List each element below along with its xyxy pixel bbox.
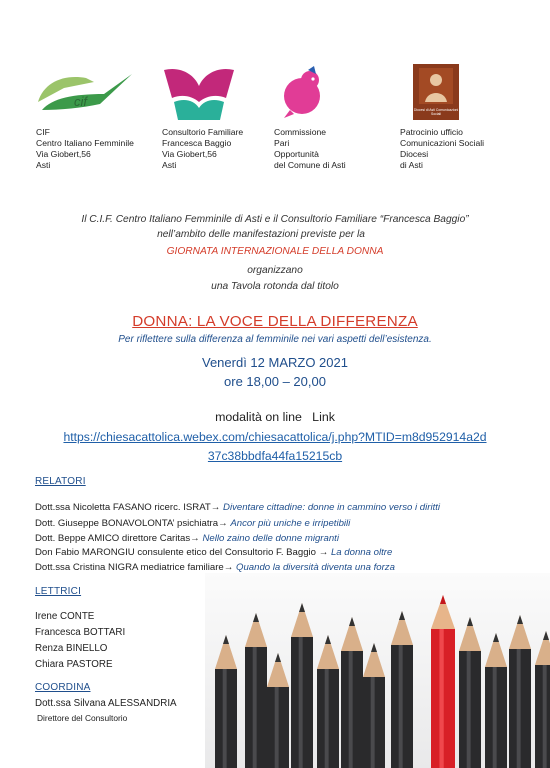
subtitle: Per riflettere sulla differenza al femminile nei vari aspetti dell’esistenza. bbox=[118, 334, 432, 345]
pencil-icon bbox=[267, 653, 289, 768]
relatori-heading: RELATORI bbox=[35, 476, 86, 487]
pencil-icon bbox=[317, 635, 339, 768]
pencil-icon bbox=[391, 611, 413, 768]
red-pencil-icon bbox=[431, 595, 455, 768]
arrow-icon: → bbox=[190, 533, 200, 544]
online-mode-label: modalità on line Link bbox=[215, 410, 335, 424]
relatore-5 bbox=[35, 562, 395, 573]
cif-logo-icon bbox=[34, 68, 134, 120]
logo-caption-cif: CIF Centro Italiano Femminile Via Giobert,56 Asti bbox=[36, 127, 134, 170]
diocese-logo-icon bbox=[413, 64, 459, 120]
coordina-name: Dott.ssa Silvana ALESSANDRIA bbox=[35, 698, 177, 709]
relatore-topic: Diventare cittadine: donne in cammino verso i diritti bbox=[223, 502, 441, 513]
relatore-topic: La donna oltre bbox=[330, 547, 393, 558]
logo-caption-diocesi: Patrocinio ufficio Comunicazioni Sociali Diocesi di Asti bbox=[400, 127, 485, 170]
event-date: Venerdì 12 MARZO 2021 bbox=[202, 355, 348, 370]
relatore-4 bbox=[35, 547, 392, 558]
lettrice-4: Chiara PASTORE bbox=[35, 659, 113, 670]
relatore-2 bbox=[35, 518, 350, 529]
intro-line-5: una Tavola rotonda dal titolo bbox=[211, 281, 339, 292]
webex-link-line-2[interactable]: 37c38bbdfa44fa15215cb bbox=[207, 449, 343, 463]
lettrice-2: Francesca BOTTARI bbox=[35, 627, 126, 638]
page-title: DONNA: LA VOCE DELLA DIFFERENZA bbox=[132, 313, 418, 330]
relatore-1 bbox=[35, 502, 440, 513]
relatore-name: Dott. Beppe AMICO direttore Caritas bbox=[35, 533, 191, 544]
relatore-3 bbox=[35, 533, 339, 544]
pencil-icon bbox=[509, 615, 531, 768]
relatore-name: Dott. Giuseppe BONAVOLONTA’ psichiatra bbox=[35, 518, 219, 529]
arrow-icon: → bbox=[210, 502, 221, 513]
relatore-name: Dott.ssa Cristina NIGRA mediatrice familiare bbox=[35, 562, 224, 573]
pink-figure-logo-icon bbox=[280, 66, 328, 120]
pencil-icon bbox=[535, 631, 550, 768]
pencil-icon bbox=[245, 613, 267, 768]
diocese-logo-caption: Diocesi di Asti Comunicazioni Sociali bbox=[413, 108, 459, 116]
relatore-topic: Ancor più uniche e irripetibili bbox=[230, 518, 351, 529]
intro-line-1: Il C.I.F. Centro Italiano Femminile di Asti e il Consultorio Familiare “Francesca Baggio” bbox=[81, 214, 469, 225]
pencil-icon bbox=[215, 635, 237, 768]
webex-link-line-1[interactable]: https://chiesacattolica.webex.com/chiesacattolica/j.php?MTID=m8d952914a2d bbox=[63, 430, 487, 444]
relatore-name: Dott.ssa Nicoletta FASANO ricerc. ISRAT bbox=[35, 502, 211, 513]
arrow-icon: → bbox=[218, 518, 228, 529]
book-heart-logo-icon bbox=[160, 64, 238, 122]
intro-line-2: nell’ambito delle manifestazioni previste per la bbox=[157, 229, 365, 240]
arrow-icon: → bbox=[318, 547, 329, 558]
lettrice-3: Renza BINELLO bbox=[35, 643, 108, 654]
svg-text:cif: cif bbox=[74, 94, 87, 109]
relatore-topic: Quando la diversità diventa una forza bbox=[236, 562, 395, 573]
pencil-icon bbox=[485, 633, 507, 768]
event-time: ore 18,00 – 20,00 bbox=[224, 374, 326, 389]
lettrice-1: Irene CONTE bbox=[35, 611, 95, 622]
arrow-icon: → bbox=[223, 562, 234, 573]
event-name: GIORNATA INTERNAZIONALE DELLA DONNA bbox=[166, 246, 384, 257]
coordina-role: Direttore del Consultorio bbox=[37, 713, 128, 723]
pencil-icon bbox=[459, 617, 481, 768]
intro-line-4: organizzano bbox=[247, 265, 303, 276]
relatore-topic: Nello zaino delle donne migranti bbox=[202, 533, 339, 544]
pencils-illustration bbox=[205, 573, 550, 768]
pencil-icon bbox=[291, 603, 313, 768]
lettrici-heading: LETTRICI bbox=[35, 586, 82, 597]
logo-caption-commissione: Commissione Pari Opportunità del Comune di Asti bbox=[274, 127, 346, 170]
relatore-name: Don Fabio MARONGIU consulente etico del Consultorio F. Baggio bbox=[35, 547, 317, 558]
logo-caption-consultorio: Consultorio Familiare Francesca Baggio Via Giobert,56 Asti bbox=[162, 127, 244, 170]
pencil-icon bbox=[341, 617, 363, 768]
coordina-heading: COORDINA bbox=[35, 682, 91, 693]
pencil-icon bbox=[363, 643, 385, 768]
